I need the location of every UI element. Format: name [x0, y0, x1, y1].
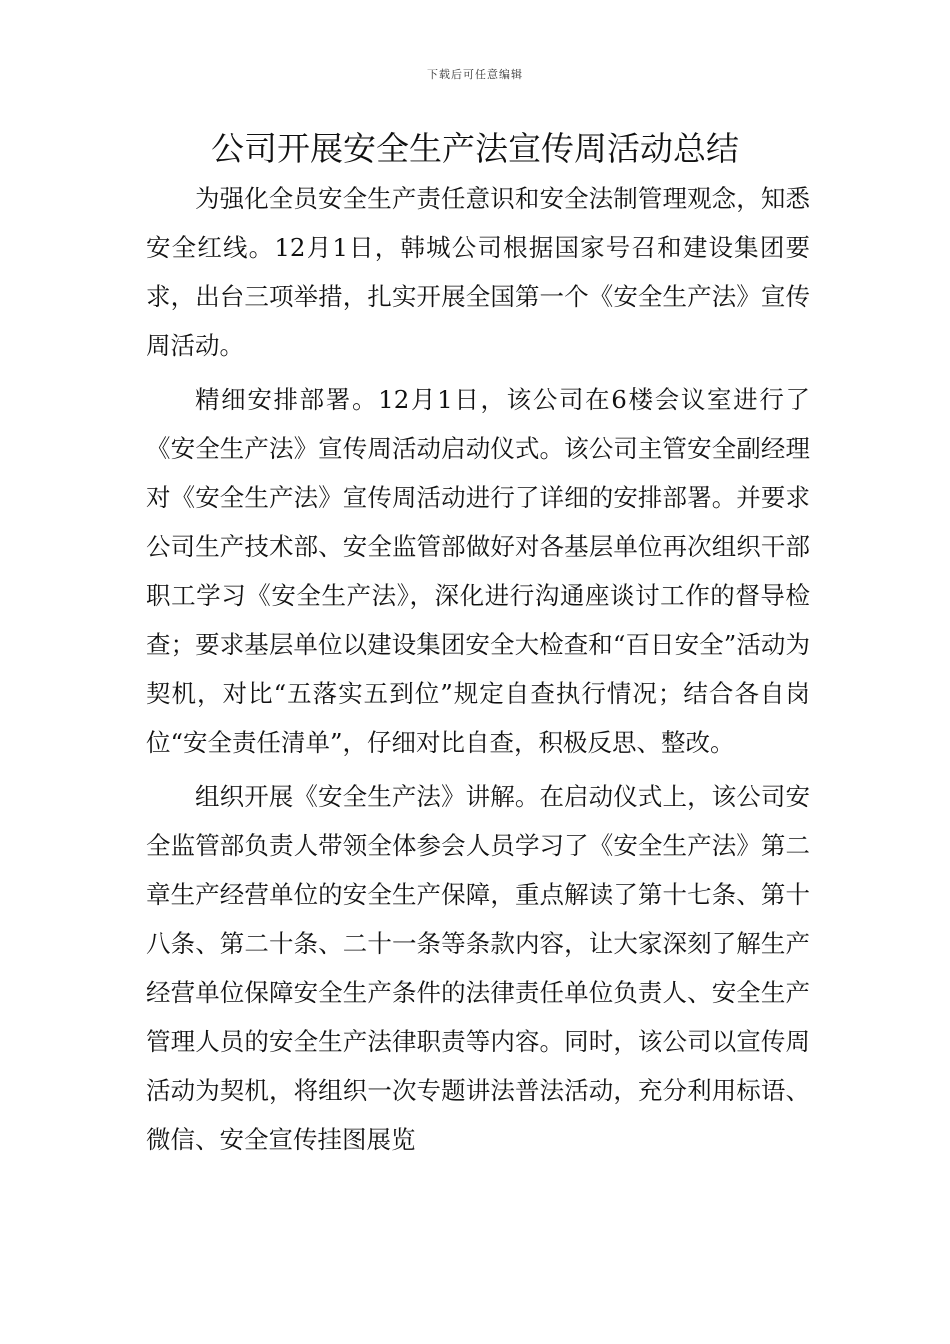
paragraph-intro: 为强化全员安全生产责任意识和安全法制管理观念，知悉安全红线。12月1日，韩城公司根据国家号召和建设集团要求，出台三项举措，扎实开展全国第一个《安全生产法》宣传周活动。	[146, 184, 810, 360]
paragraph-arrangement: 精细安排部署。12月1日，该公司在6楼会议室进行了《安全生产法》宣传周活动启动仪式。该公司主管安全副经理对《安全生产法》宣传周活动进行了详细的安排部署。并要求公司生产技术部、安全监管部做好对各基层单位再次组织干部职工学习《安全生产法》，深化进行沟通座谈讨工作的督导检查；要求基层单位以建设集团安全大检查和“百日安全”活动为契机，对比“五落实五到位”规定自查执行情况；结合各自岗位“安全责任清单”，仔细对比自查，积极反思、整改。	[146, 385, 810, 757]
header-note: 下载后可任意编辑	[427, 68, 523, 81]
document-body	[146, 174, 810, 1169]
document-title: 公司开展安全生产法宣传周活动总结	[211, 129, 739, 168]
paragraph-law-explanation: 组织开展《安全生产法》讲解。在启动仪式上，该公司安全监管部负责人带领全体参会人员学习了《安全生产法》第二章生产经营单位的安全生产保障，重点解读了第十七条、第十八条、第二十条、二十一条等条款内容，让大家深刻了解生产经营单位保障安全生产条件的法律责任单位负责人、安全生产管理人员的安全生产法律职责等内容。同时，该公司以宣传周活动为契机，将组织一次专题讲法普法活动，充分利用标语、微信、安全宣传挂图展览	[146, 782, 810, 1154]
